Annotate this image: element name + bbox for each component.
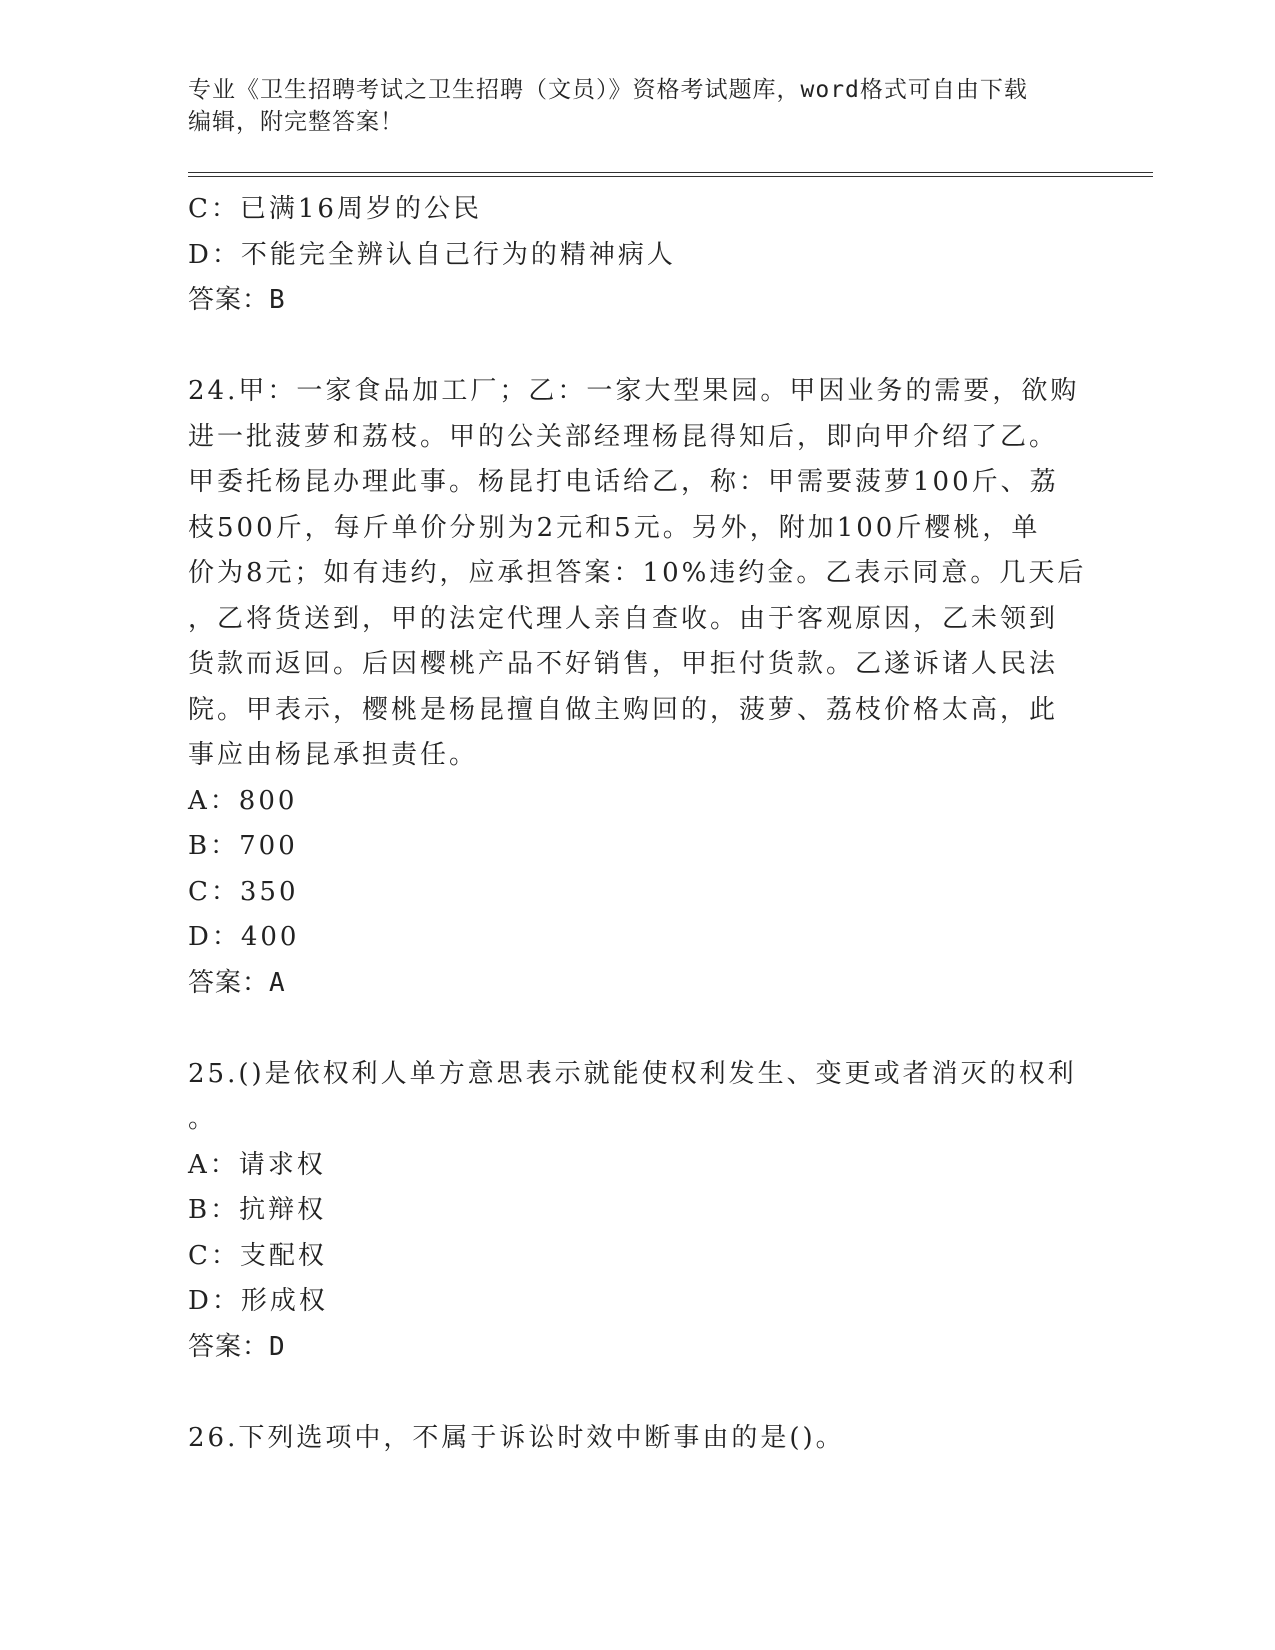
q24-stem-line: 甲委托杨昆办理此事。杨昆打电话给乙，称：甲需要菠萝100斤、荔	[188, 467, 1059, 497]
q24-stem-line: 事应由杨昆承担责任。	[188, 740, 479, 770]
spacer	[188, 1006, 1068, 1052]
q24-stem-line: 进一批菠萝和荔枝。甲的公关部经理杨昆得知后，即向甲介绍了乙。	[188, 421, 1059, 452]
q24-stem-line: ，乙将货送到，甲的法定代理人亲自查收。由于客观原因，乙未领到	[188, 603, 1059, 634]
q25-option-a: A：请求权	[188, 1149, 326, 1180]
q23-option-d: D：不能完全辨认自己行为的精神病人	[188, 239, 676, 270]
q25-stem-line-2: 。	[188, 1104, 218, 1134]
q24-stem-line: 货款而返回。后因樱桃产品不好销售，甲拒付货款。乙遂诉诸人民法	[188, 649, 1059, 679]
q24-option-a: A：800	[188, 785, 298, 816]
spacer	[188, 1370, 1068, 1416]
header-line-1: 专业《卫生招聘考试之卫生招聘（文员）》资格考试题库，word格式可自由下载	[188, 77, 1028, 103]
q26-stem: 26.下列选项中，不属于诉讼时效中断事由的是()。	[188, 1422, 845, 1453]
spacer	[188, 324, 1068, 370]
question-content	[188, 187, 1087, 1461]
document-header	[188, 74, 1068, 138]
q24-option-b: B：700	[188, 831, 298, 861]
q24-stem-line: 枝500斤，每斤单价分别为2元和5元。另外，附加100斤樱桃，单	[188, 512, 1041, 543]
header-rule-bottom	[188, 176, 1153, 177]
q24-option-c: C：350	[188, 876, 299, 907]
q25-answer: 答案：D	[188, 1331, 286, 1362]
q24-stem-line: 24.甲：一家食品加工厂；乙：一家大型果园。甲因业务的需要，欲购	[188, 376, 1080, 406]
header-rule-top	[188, 172, 1153, 173]
header-line-2: 编辑，附完整答案！	[188, 109, 404, 135]
q24-option-d: D：400	[188, 922, 300, 952]
q24-stem-line: 价为8元；如有违约，应承担答案：10%违约金。乙表示同意。几天后	[188, 558, 1087, 588]
q24-stem-line: 院。甲表示，樱桃是杨昆擅自做主购回的，菠萝、荔枝价格太高，此	[188, 694, 1059, 725]
q23-answer: 答案：B	[188, 285, 286, 315]
q25-option-c: C：支配权	[188, 1240, 327, 1271]
q23-option-c: C：已满16周岁的公民	[188, 194, 482, 224]
q25-option-d: D：形成权	[188, 1286, 328, 1316]
q24-answer: 答案：A	[188, 967, 286, 998]
q25-stem-line-1: 25.()是依权利人单方意思表示就能使权利发生、变更或者消灭的权利	[188, 1058, 1077, 1089]
q25-option-b: B：抗辩权	[188, 1195, 327, 1225]
